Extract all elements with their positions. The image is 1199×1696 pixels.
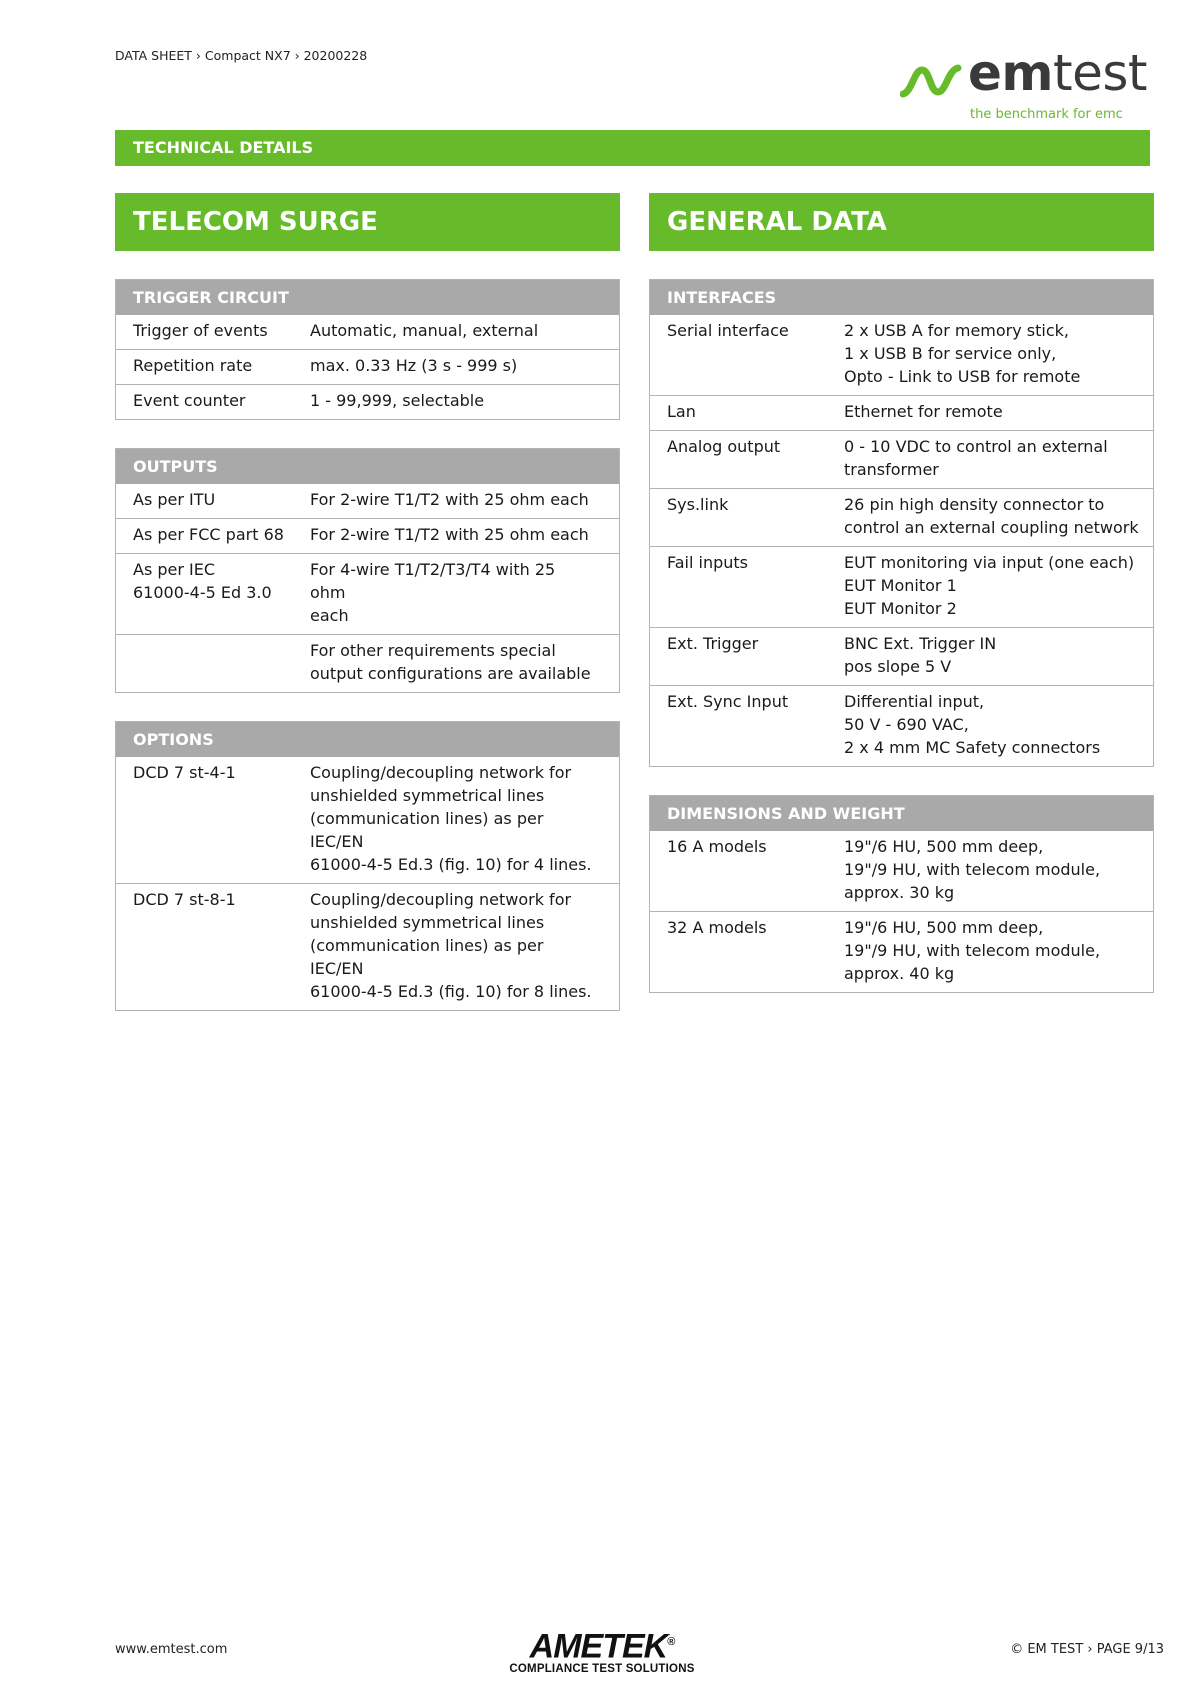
ametek-logo (507, 1625, 697, 1675)
spec-row (650, 831, 1153, 911)
spec-section (649, 795, 1154, 993)
emtest-wave-icon (900, 64, 962, 98)
spec-label: Ext. Sync Input (667, 692, 789, 711)
spec-label: Repetition rate (133, 356, 253, 375)
spec-row (116, 883, 619, 1010)
spec-row (650, 488, 1153, 546)
spec-row (650, 430, 1153, 488)
spec-value: 19"/6 HU, 500 mm deep, 19"/9 HU, with telecom module, approx. 40 kg (844, 918, 1101, 983)
spec-section (115, 279, 620, 420)
right-sections (649, 279, 1154, 993)
section-title: INTERFACES (650, 280, 1153, 315)
general-data-column (649, 193, 1154, 993)
section-title: OUTPUTS (116, 449, 619, 484)
spec-value: EUT monitoring via input (one each) EUT Monitor 1 EUT Monitor 2 (844, 553, 1135, 618)
spec-row (650, 627, 1153, 685)
spec-label: Ext. Trigger (667, 634, 759, 653)
spec-value: For 2-wire T1/T2 with 25 ohm each (310, 490, 589, 509)
spec-value: 19"/6 HU, 500 mm deep, 19"/9 HU, with telecom module, approx. 30 kg (844, 837, 1101, 902)
column-title: GENERAL DATA (649, 193, 1154, 251)
ametek-reg: ® (667, 1636, 675, 1648)
ametek-subtitle: COMPLIANCE TEST SOLUTIONS (509, 1663, 695, 1676)
spec-value: 0 - 10 VDC to control an external transformer (844, 437, 1108, 479)
spec-row (116, 349, 619, 384)
spec-value: For other requirements special output configurations are available (310, 641, 591, 683)
spec-label: DCD 7 st-8-1 (133, 890, 236, 909)
spec-value: 26 pin high density connector to control an external coupling network (844, 495, 1139, 537)
spec-label: As per IEC 61000-4-5 Ed 3.0 (133, 560, 272, 602)
emtest-logo (900, 44, 1150, 126)
spec-row (650, 395, 1153, 430)
technical-details-bar (115, 130, 1150, 166)
spec-label: As per FCC part 68 (133, 525, 284, 544)
spec-row (116, 384, 619, 419)
spec-row (650, 685, 1153, 766)
spec-section (649, 279, 1154, 767)
breadcrumb: DATA SHEET › Compact NX7 › 20200228 (115, 48, 368, 63)
spec-value: For 4-wire T1/T2/T3/T4 with 25 ohm each (310, 560, 556, 625)
left-sections (115, 279, 620, 1011)
spec-value: Automatic, manual, external (310, 321, 539, 340)
spec-label: 16 A models (667, 837, 767, 856)
spec-label: DCD 7 st-4-1 (133, 763, 236, 782)
spec-label: Analog output (667, 437, 781, 456)
spec-section (115, 448, 620, 693)
spec-value: BNC Ext. Trigger IN pos slope 5 V (844, 634, 997, 676)
spec-row (650, 546, 1153, 627)
spec-value: Differential input, 50 V - 690 VAC, 2 x 4 mm MC Safety connectors (844, 692, 1101, 757)
spec-label (116, 639, 310, 685)
spec-row (116, 518, 619, 553)
spec-label: Serial interface (667, 321, 789, 340)
spec-value: max. 0.33 Hz (3 s - 999 s) (310, 356, 518, 375)
spec-label: As per ITU (133, 490, 216, 509)
logo-tagline: the benchmark for emc (970, 107, 1123, 122)
spec-row (116, 315, 619, 349)
telecom-surge-column (115, 193, 620, 1011)
spec-row (116, 484, 619, 518)
column-title: TELECOM SURGE (115, 193, 620, 251)
technical-details-title: TECHNICAL DETAILS (133, 138, 314, 157)
spec-value: Coupling/decoupling network for unshielded symmetrical lines (communication lines) as per IEC/EN 61000-4-5 Ed.3 (fig. 10) for 4 lines. (310, 763, 592, 874)
spec-value: Coupling/decoupling network for unshielded symmetrical lines (communication lines) as per IEC/EN 61000-4-5 Ed.3 (fig. 10) for 8 lines. (310, 890, 592, 1001)
spec-value: 2 x USB A for memory stick, 1 x USB B for service only, Opto - Link to USB for remote (844, 321, 1081, 386)
spec-row (116, 553, 619, 634)
spec-row (116, 757, 619, 883)
spec-label: Fail inputs (667, 553, 749, 572)
spec-label: Lan (667, 402, 696, 421)
spec-section (115, 721, 620, 1011)
spec-row (650, 911, 1153, 992)
spec-value: Ethernet for remote (844, 402, 1003, 421)
ametek-brand: AMETEK (529, 1627, 668, 1666)
logo-wordmark: emtest (968, 44, 1148, 102)
footer-website[interactable]: www.emtest.com (115, 1642, 228, 1657)
spec-label: 32 A models (667, 918, 767, 937)
spec-value: For 2-wire T1/T2 with 25 ohm each (310, 525, 589, 544)
spec-row (116, 634, 619, 692)
spec-label: Sys.link (667, 495, 729, 514)
spec-row (650, 315, 1153, 395)
section-title: TRIGGER CIRCUIT (116, 280, 619, 315)
footer-page-number: © EM TEST › PAGE 9/13 (1010, 1642, 1164, 1657)
section-title: DIMENSIONS AND WEIGHT (650, 796, 1153, 831)
section-title: OPTIONS (116, 722, 619, 757)
spec-label: Trigger of events (133, 321, 268, 340)
spec-label: Event counter (133, 391, 246, 410)
spec-value: 1 - 99,999, selectable (310, 391, 485, 410)
